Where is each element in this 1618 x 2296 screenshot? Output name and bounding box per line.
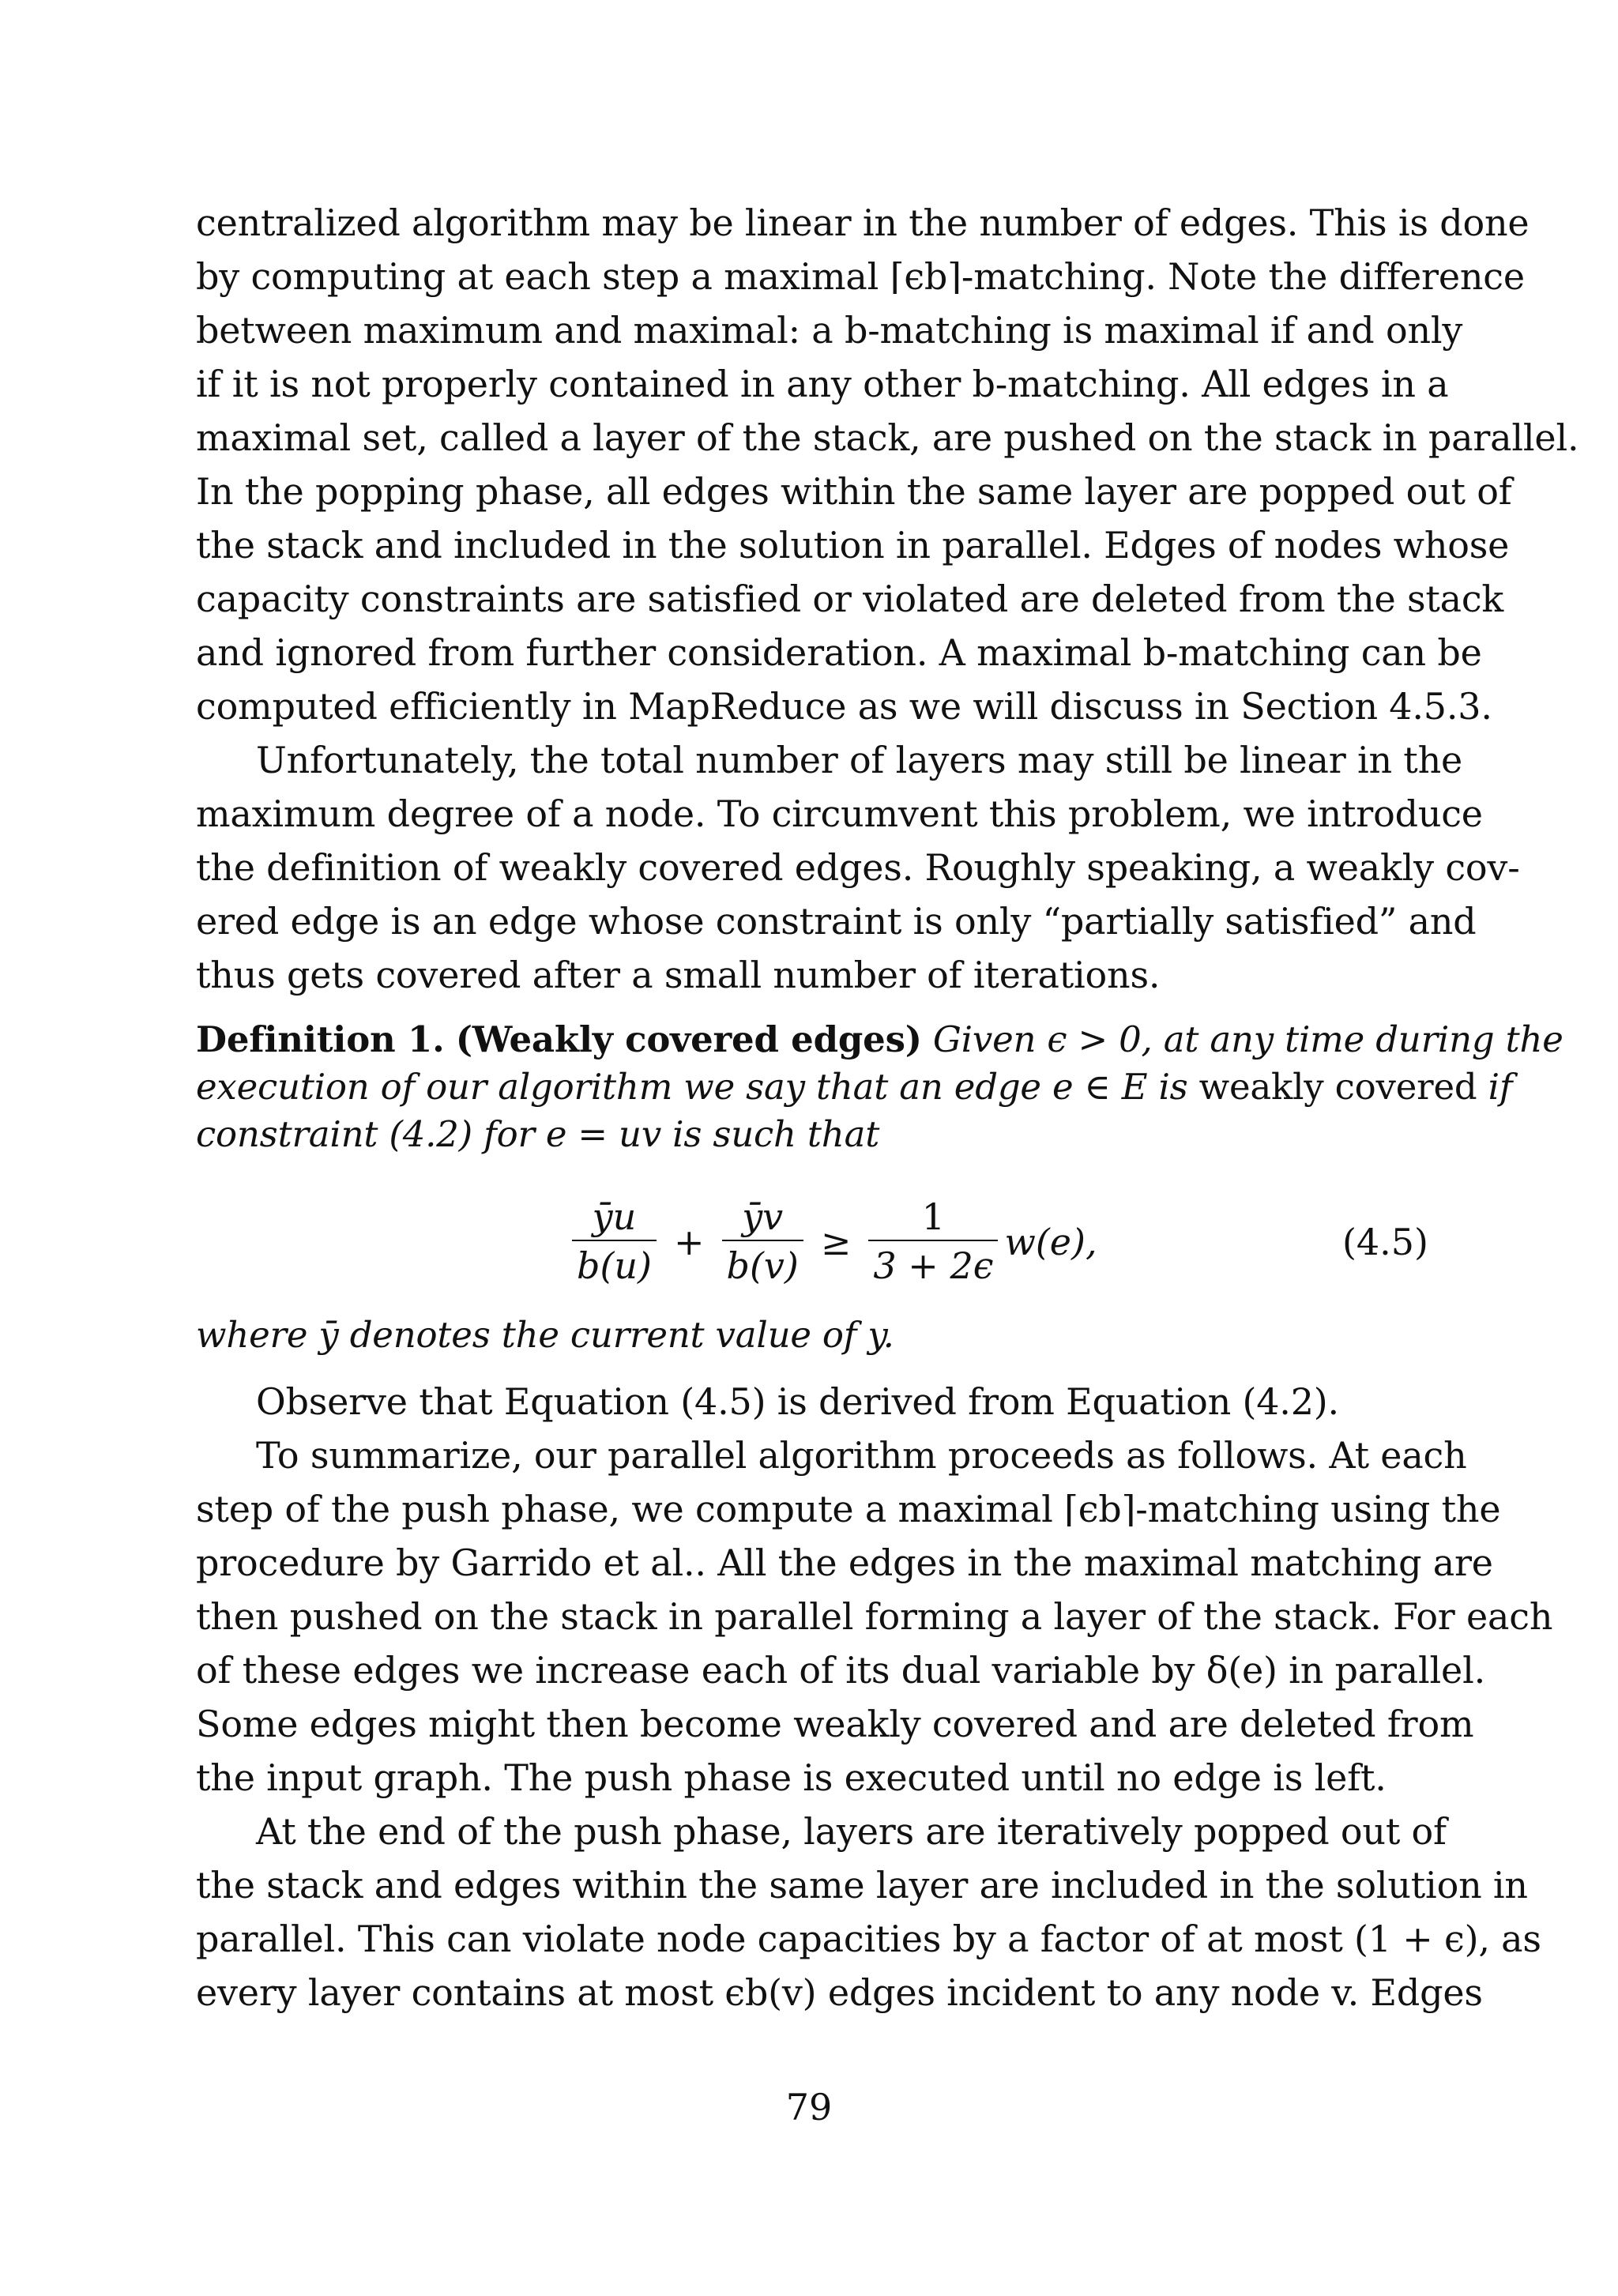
text-line: maximal set, called a layer of the stack, are pushed on the stack in parallel. (196, 416, 1579, 459)
equation-body (566, 1172, 1097, 1312)
definition-block (196, 1016, 1563, 1359)
text-line: the stack and edges within the same layer are included in the solution in (196, 1864, 1528, 1906)
fraction-coefficient (868, 1194, 998, 1290)
text-line: Some edges might then become weakly covered and are deleted from (196, 1703, 1474, 1745)
definition-line (196, 1111, 1428, 1158)
text-line: if it is not properly contained in any other b-matching. All edges in a (196, 363, 1449, 405)
definition-text: constraint (4.2) for e = uv is such that (196, 1113, 880, 1155)
paragraph-4 (196, 1428, 1553, 1805)
definition-text: where ȳ denotes the current value of y. (196, 1314, 894, 1356)
text-line: ered edge is an edge whose constraint is only “partially satisfied” and (196, 900, 1477, 943)
definition-text: Given ϵ > 0, at any time during the (932, 1018, 1563, 1060)
text-line: thus gets covered after a small number of iterations. (196, 954, 1161, 996)
text-line: the input graph. The push phase is executed until no edge is left. (196, 1756, 1387, 1799)
numerator: ȳv (742, 1195, 784, 1238)
definition-title: (Weakly covered edges) (455, 1018, 922, 1060)
text-line: At the end of the push phase, layers are iteratively popped out of (256, 1810, 1447, 1853)
text-line: step of the push phase, we compute a maximal ⌈ϵb⌉-matching using the (196, 1488, 1501, 1530)
text-line: of these edges we increase each of its dual variable by δ(e) in parallel. (196, 1649, 1486, 1692)
text-line: between maximum and maximal: a b-matching is maximal if and only (196, 309, 1463, 352)
paragraph-5 (196, 1805, 1541, 2019)
text-line: the definition of weakly covered edges. Roughly speaking, a weakly cov- (196, 846, 1520, 889)
text-line: every layer contains at most ϵb(v) edges incident to any node v. Edges (196, 1971, 1483, 2014)
text-line: Observe that Equation (4.5) is derived from Equation (4.2). (256, 1380, 1339, 1423)
page-body (196, 196, 1579, 2019)
fraction-v (722, 1194, 803, 1290)
denominator: b(v) (726, 1244, 799, 1287)
page-number: 79 (785, 2086, 833, 2129)
paragraph-1 (196, 196, 1579, 733)
numerator: 1 (921, 1195, 946, 1238)
text-line: centralized algorithm may be linear in the number of edges. This is done (196, 201, 1530, 244)
defined-term: weakly covered (1198, 1066, 1477, 1108)
denominator: 3 + 2ϵ (873, 1244, 994, 1287)
definition-text: if (1488, 1066, 1513, 1108)
text-line: capacity constraints are satisfied or violated are deleted from the stack (196, 578, 1504, 620)
fraction-u (572, 1194, 657, 1290)
plus-operator: + (673, 1221, 705, 1263)
paragraph-2 (196, 733, 1520, 1002)
text-line: the stack and included in the solution in parallel. Edges of nodes whose (196, 524, 1510, 566)
text-line: In the popping phase, all edges within the same layer are popped out of (196, 470, 1512, 513)
text-line: computed efficiently in MapReduce as we will discuss in Section 4.5.3. (196, 685, 1492, 728)
definition-line (196, 1063, 1513, 1111)
paragraph-3 (196, 1375, 1428, 1428)
definition-text: execution of our algorithm we say that an edge e ∈ E is (196, 1066, 1188, 1108)
text-line: maximum degree of a node. To circumvent this problem, we introduce (196, 792, 1483, 835)
text-line: To summarize, our parallel algorithm proceeds as follows. At each (256, 1434, 1467, 1477)
text-line: parallel. This can violate node capacities by a factor of at most (1 + ϵ), as (196, 1918, 1541, 1960)
text-line: by computing at each step a maximal ⌈ϵb⌉-matching. Note the difference (196, 255, 1525, 298)
definition-line (196, 1016, 1563, 1063)
definition-after (196, 1312, 1428, 1359)
equation-4-5 (196, 1172, 1428, 1312)
text-line: and ignored from further consideration. A maximal b-matching can be (196, 631, 1482, 674)
numerator: ȳu (592, 1195, 637, 1238)
definition-label: Definition 1. (196, 1018, 445, 1060)
geq-operator: ≥ (820, 1221, 852, 1263)
equation-rhs: w(e), (1004, 1221, 1097, 1263)
denominator: b(u) (577, 1244, 652, 1287)
text-line: Unfortunately, the total number of layers may still be linear in the (256, 739, 1463, 781)
text-line: procedure by Garrido et al.. All the edges in the maximal matching are (196, 1541, 1493, 1584)
equation-label: (4.5) (1341, 1221, 1428, 1263)
text-line: then pushed on the stack in parallel forming a layer of the stack. For each (196, 1595, 1553, 1638)
